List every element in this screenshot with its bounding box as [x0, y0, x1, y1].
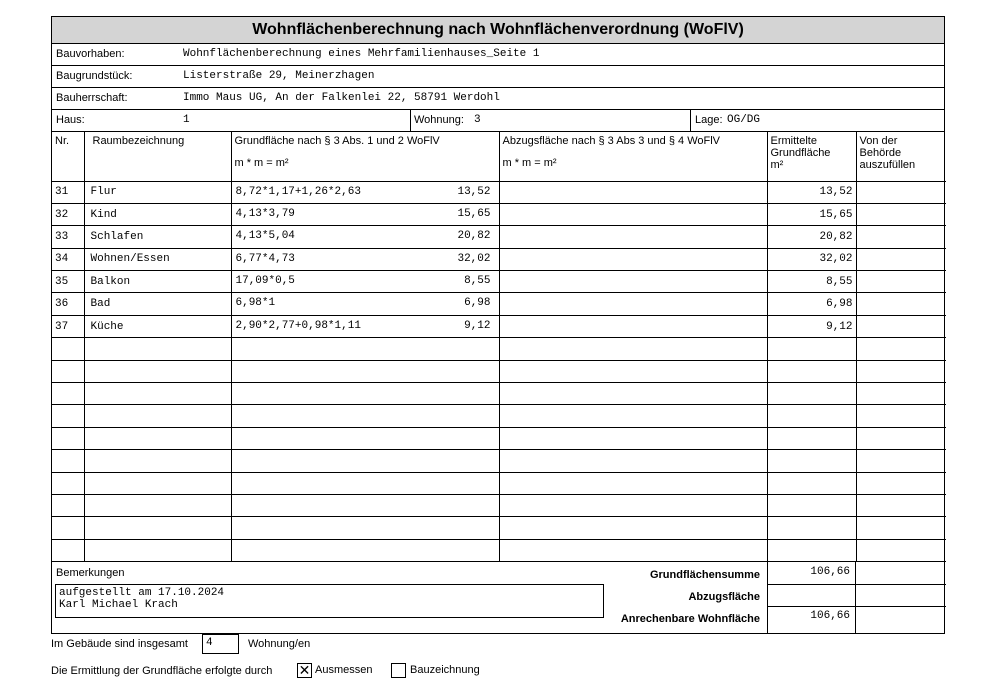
row-grundflaeche[interactable]: [231, 315, 499, 337]
row-abzug[interactable]: [499, 293, 767, 315]
grundflaechensumme-value[interactable]: 106,66: [810, 566, 850, 579]
table-row: [52, 203, 946, 225]
row-ermittelt[interactable]: 9,12: [767, 315, 856, 337]
row-ergebnis: 9,12: [464, 319, 491, 332]
cell: [856, 427, 946, 449]
bemerkungen-field[interactable]: aufgestellt am 17.10.2024 Karl Michael Krach: [55, 584, 604, 618]
row-abzug[interactable]: [499, 315, 767, 337]
cell[interactable]: [499, 517, 767, 539]
row-formel: 8,72*1,17+1,26*2,63: [235, 185, 361, 198]
bauzeichnung-checkbox[interactable]: [391, 663, 406, 678]
row-ermittelt[interactable]: 8,55: [767, 271, 856, 293]
cell[interactable]: [767, 338, 856, 360]
cell[interactable]: [499, 338, 767, 360]
cell[interactable]: [231, 338, 499, 360]
divider: [410, 110, 411, 131]
cell: [52, 517, 84, 539]
row-nr: 32: [52, 203, 84, 225]
row-nr: 35: [52, 271, 84, 293]
table-row: [52, 248, 946, 270]
form-title: Wohnflächenberechnung nach Wohnflächenverordnung (WoFlV): [52, 17, 944, 44]
haus-field[interactable]: 1: [183, 114, 190, 126]
anrechenbare-wohnflaeche-label: Anrechenbare Wohnfläche: [620, 613, 760, 626]
cell[interactable]: [499, 427, 767, 449]
divider: [767, 606, 946, 607]
row-formel: 4,13*3,79: [235, 207, 295, 220]
table-row: [52, 181, 946, 203]
row-ergebnis: 6,98: [464, 297, 491, 310]
cell[interactable]: [231, 494, 499, 516]
cell[interactable]: [499, 383, 767, 405]
cell[interactable]: [499, 494, 767, 516]
cell: [856, 539, 946, 561]
cell: [52, 338, 84, 360]
row-abzug[interactable]: [499, 181, 767, 203]
gebaeude-label: Im Gebäude sind insgesamt: [51, 638, 188, 650]
cell[interactable]: [767, 539, 856, 561]
cell: [52, 539, 84, 561]
table-row: [52, 271, 946, 293]
empty-table-row: [52, 338, 946, 360]
row-grundflaeche[interactable]: [231, 181, 499, 203]
row-ergebnis: 20,82: [457, 230, 491, 243]
row-raum[interactable]: Kind: [84, 203, 231, 225]
cell[interactable]: [767, 517, 856, 539]
room-table: [52, 132, 946, 562]
cell: [856, 360, 946, 382]
cell[interactable]: [84, 427, 231, 449]
row-abzug[interactable]: [499, 226, 767, 248]
row-nr: 33: [52, 226, 84, 248]
col-ermittelt-header: Ermittelte Grundfläche m²: [767, 132, 856, 181]
cell: [856, 494, 946, 516]
wohnungen-unit-label: Wohnung/en: [248, 638, 311, 650]
cell[interactable]: [84, 383, 231, 405]
cell[interactable]: [231, 517, 499, 539]
bauherrschaft-label: Bauherrschaft:: [56, 92, 128, 104]
cell[interactable]: [499, 472, 767, 494]
row-raum[interactable]: Bad: [84, 293, 231, 315]
row-behoerde: [856, 181, 946, 203]
row-behoerde: [856, 226, 946, 248]
col-grundflaeche-header: Grundfläche nach § 3 Abs. 1 und 2 WoFlV m * m = m²: [231, 132, 499, 181]
cell[interactable]: [767, 450, 856, 472]
row-grundflaeche[interactable]: [231, 271, 499, 293]
row-formel: 4,13*5,04: [235, 230, 295, 243]
row-ergebnis: 13,52: [457, 185, 491, 198]
row-grundflaeche[interactable]: [231, 248, 499, 270]
cell[interactable]: [767, 427, 856, 449]
cell[interactable]: [84, 472, 231, 494]
row-formel: 17,09*0,5: [235, 275, 295, 288]
cell[interactable]: [767, 472, 856, 494]
bauherrschaft-field[interactable]: Immo Maus UG, An der Falkenlei 22, 58791 Werdohl: [183, 92, 500, 104]
cell[interactable]: [84, 494, 231, 516]
ausmessen-checkbox[interactable]: [297, 663, 312, 678]
cell[interactable]: [84, 360, 231, 382]
cell: [52, 450, 84, 472]
cell: [856, 338, 946, 360]
table-row: [52, 315, 946, 337]
row-behoerde: [856, 248, 946, 270]
baugrundstueck-label: Baugrundstück:: [56, 70, 133, 82]
cell[interactable]: [84, 405, 231, 427]
row-abzug[interactable]: [499, 203, 767, 225]
cell[interactable]: [231, 539, 499, 561]
row-ermittelt[interactable]: 32,02: [767, 248, 856, 270]
empty-table-row: [52, 360, 946, 382]
row-ermittelt[interactable]: 20,82: [767, 226, 856, 248]
wohnung-field[interactable]: 3: [474, 114, 481, 126]
row-abzug[interactable]: [499, 248, 767, 270]
row-raum[interactable]: Wohnen/Essen: [84, 248, 231, 270]
row-behoerde: [856, 271, 946, 293]
row-ergebnis: 15,65: [457, 207, 491, 220]
row-grundflaeche[interactable]: [231, 293, 499, 315]
table-row: [52, 293, 946, 315]
cell: [52, 383, 84, 405]
cell: [856, 517, 946, 539]
row-raum[interactable]: Flur: [84, 181, 231, 203]
cell[interactable]: [231, 405, 499, 427]
row-nr: 36: [52, 293, 84, 315]
cell[interactable]: [84, 338, 231, 360]
empty-table-row: [52, 405, 946, 427]
row-formel: 6,98*1: [235, 297, 276, 310]
check-x-icon: ✕: [298, 662, 311, 678]
row-raum[interactable]: Küche: [84, 315, 231, 337]
cell[interactable]: [231, 472, 499, 494]
row-raum[interactable]: Balkon: [84, 271, 231, 293]
cell[interactable]: [231, 360, 499, 382]
summary-section: [52, 562, 944, 633]
row-raum[interactable]: Schlafen: [84, 226, 231, 248]
cell: [52, 360, 84, 382]
wofiv-form: [51, 16, 945, 634]
cell[interactable]: [499, 539, 767, 561]
cell: [856, 405, 946, 427]
cell[interactable]: [767, 494, 856, 516]
divider: [767, 584, 946, 585]
lage-label: Lage:: [695, 114, 723, 126]
row-ergebnis: 32,02: [457, 252, 491, 265]
row-nr: 37: [52, 315, 84, 337]
lage-field[interactable]: OG/DG: [727, 114, 761, 126]
haus-label: Haus:: [56, 114, 85, 126]
row-grundflaeche[interactable]: [231, 203, 499, 225]
row-grundflaeche[interactable]: [231, 226, 499, 248]
cell[interactable]: [84, 517, 231, 539]
cell[interactable]: [231, 383, 499, 405]
cell[interactable]: [231, 427, 499, 449]
bauherrschaft-row: [52, 88, 944, 110]
wohnungen-count-field[interactable]: 4: [202, 634, 239, 654]
baugrundstueck-row: [52, 66, 944, 88]
cell[interactable]: [84, 539, 231, 561]
wohnung-label: Wohnung:: [414, 114, 464, 126]
col-behoerde-header: Von der Behörde auszufüllen: [856, 132, 946, 181]
cell: [52, 472, 84, 494]
empty-table-row: [52, 427, 946, 449]
empty-table-row: [52, 494, 946, 516]
abzugsflaeche-label: Abzugsfläche: [688, 591, 760, 604]
divider: [690, 110, 691, 131]
row-behoerde: [856, 203, 946, 225]
cell[interactable]: [499, 360, 767, 382]
bauvorhaben-row: [52, 44, 944, 66]
col-raum-header: Raumbezeichnung: [84, 132, 231, 181]
row-nr: 31: [52, 181, 84, 203]
cell: [52, 494, 84, 516]
row-ergebnis: 8,55: [464, 275, 491, 288]
bauzeichnung-label: Bauzeichnung: [410, 664, 480, 676]
row-ermittelt[interactable]: 15,65: [767, 203, 856, 225]
cell[interactable]: [231, 450, 499, 472]
bauvorhaben-field[interactable]: Wohnflächenberechnung eines Mehrfamilienhauses_Seite 1: [183, 48, 540, 60]
row-ermittelt[interactable]: 6,98: [767, 293, 856, 315]
bemerkungen-label: Bemerkungen: [56, 567, 125, 580]
cell[interactable]: [767, 383, 856, 405]
row-behoerde: [856, 293, 946, 315]
col-abzugsflaeche-header: Abzugsfläche nach § 3 Abs 3 und § 4 WoFlV m * m = m²: [499, 132, 767, 181]
cell[interactable]: [767, 360, 856, 382]
row-behoerde: [856, 315, 946, 337]
empty-table-row: [52, 539, 946, 561]
empty-table-row: [52, 450, 946, 472]
ermittlung-label: Die Ermittlung der Grundfläche erfolgte durch: [51, 665, 273, 677]
cell: [52, 405, 84, 427]
cell: [52, 427, 84, 449]
row-formel: 6,77*4,73: [235, 252, 295, 265]
table-row: [52, 226, 946, 248]
ausmessen-label: Ausmessen: [315, 664, 373, 676]
bauvorhaben-label: Bauvorhaben:: [56, 48, 125, 60]
cell[interactable]: [499, 405, 767, 427]
row-nr: 34: [52, 248, 84, 270]
col-nr-header: Nr.: [52, 132, 84, 181]
empty-table-row: [52, 517, 946, 539]
empty-table-row: [52, 472, 946, 494]
haus-wohnung-lage-row: [52, 110, 944, 132]
row-abzug[interactable]: [499, 271, 767, 293]
empty-table-row: [52, 383, 946, 405]
row-formel: 2,90*2,77+0,98*1,11: [235, 319, 361, 332]
cell[interactable]: [84, 450, 231, 472]
grundflaechensumme-label: Grundflächensumme: [649, 569, 760, 582]
anrechenbare-wohnflaeche-value[interactable]: 106,66: [810, 610, 850, 623]
row-ermittelt[interactable]: 13,52: [767, 181, 856, 203]
cell: [856, 383, 946, 405]
cell[interactable]: [499, 450, 767, 472]
cell: [856, 450, 946, 472]
cell[interactable]: [767, 405, 856, 427]
baugrundstueck-field[interactable]: Listerstraße 29, Meinerzhagen: [183, 70, 375, 82]
cell: [856, 472, 946, 494]
